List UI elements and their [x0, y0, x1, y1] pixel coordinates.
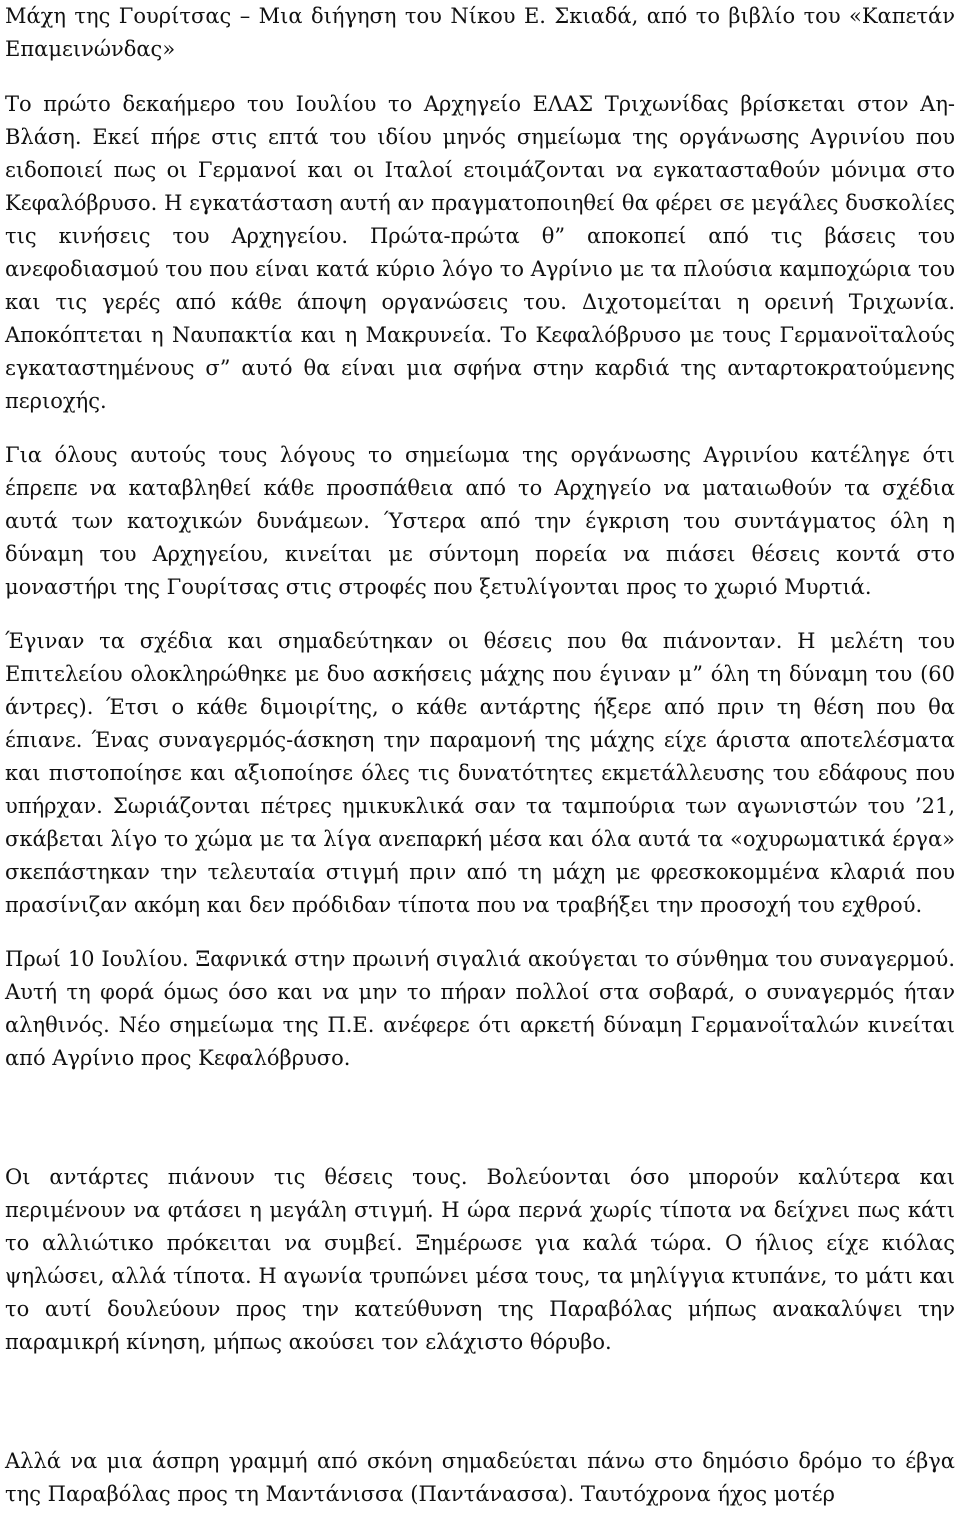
document-page [5, 0, 955, 1532]
document-title: Μάχη της Γουρίτσας – Μια διήγηση του Νίκου Ε. Σκιαδά, από το βιβλίο του «Καπετάν Επαμεινώνδας» [5, 4, 955, 61]
paragraph-5: Οι αντάρτες πιάνουν τις θέσεις τους. Βολεύονται όσο μπορούν καλύτερα και περιμένουν να φτάσει η μεγάλη στιγμή. Η ώρα περνά χωρίς τίποτα να δείχνει πως κάτι το αλλιώτικο πρόκειται να συμβεί. Ξημέρωσε για καλά τώρα. Ο ήλιος είχε κιόλας ψηλώσει, αλλά τίποτα. Η αγωνία τρυπώνει μέσα τους, τα μηλίγγια κτυπάνε, το μάτι και το αυτί δουλεύουν προς την κατεύθυνση της Παραβόλας μήπως ανακαλύψει την παραμικρή κίνηση, μήπως ακούσει τον ελάχιστο θόρυβο. [5, 1165, 955, 1354]
paragraph-2: Για όλους αυτούς τους λόγους το σημείωμα της οργάνωσης Αγρινίου κατέληγε ότι έπρεπε να καταβληθεί κάθε προσπάθεια από το Αρχηγείο να ματαιωθούν τα σχέδια αυτά των κατοχικών δυνάμεων. Ύστερα από την έγκριση του συντάγματος όλη η δύναμη του Αρχηγείου, κινείται με σύντομη πορεία να πιάσει θέσεις κοντά στο μοναστήρι της Γουρίτσας στις στροφές που ξετυλίγονται προς το χωριό Μυρτιά. [5, 443, 955, 599]
paragraph-4: Πρωί 10 Ιουλίου. Ξαφνικά στην πρωινή σιγαλιά ακούγεται το σύνθημα του συναγερμού. Αυτή τη φορά όμως όσο και να μην το πήραν πολλοί στα σοβαρά, ο συναγερμός ήταν αληθινός. Νέο σημείωμα της Π.Ε. ανέφερε ότι αρκετή δύναμη Γερμανοΐταλών κινείται από Αγρίνιο προς Κεφαλόβρυσο. [5, 947, 955, 1070]
paragraph-3: Έγιναν τα σχέδια και σημαδεύτηκαν οι θέσεις που θα πιάνονταν. Η μελέτη του Επιτελείου ολοκληρώθηκε με δυο ασκήσεις μάχης που έγιναν μ” όλη τη δύναμη του (60 άντρες). Έτσι ο κάθε διμοιρίτης, ο κάθε αντάρτης ήξερε από πριν τη θέση που θα έπιανε. Ένας συναγερμός-άσκηση την παραμονή της μάχης είχε άριστα αποτελέσματα και πιστοποίησε και αξιοποίησε όλες τις δυνατότητες εκμετάλλευσης του εδάφους που υπήρχαν. Σωριάζονται πέτρες ημικυκλικά σαν τα ταμπούρια των αγωνιστών του ’21, σκάβεται λίγο το χώμα με τα λίγα ανεπαρκή μέσα και όλα αυτά τα «οχυρωματικά έργα» σκεπάστηκαν την τελευταία στιγμή πριν από τη μάχη με φρεσκοκομμένα κλαριά που πρασίνιζαν ακόμη και δεν πρόδιδαν τίποτα που να τραβήξει την προσοχή του εχθρού. [5, 629, 955, 917]
paragraph-1: Το πρώτο δεκαήμερο του Ιουλίου το Αρχηγείο ΕΛΑΣ Τριχωνίδας βρίσκεται στον Αη-Βλάση. Εκεί πήρε στις επτά του ιδίου μηνός σημείωμα της οργάνωσης Αγρινίου που ειδοποιεί πως οι Γερμανοί και οι Ιταλοί ετοιμάζονται να εγκατασταθούν μόνιμα στο Κεφαλόβρυσο. Η εγκατάσταση αυτή αν πραγματοποιηθεί θα φέρει σε μεγάλες δυσκολίες τις κινήσεις του Αρχηγείου. Πρώτα-πρώτα θ” αποκοπεί από τις βάσεις του ανεφοδιασμού του που είναι κατά κύριο λόγο το Αγρίνιο με τα πλούσια καμποχώρια του και τις γερές από κάθε άποψη οργανώσεις του. Διχοτομείται η ορεινή Τριχωνία. Αποκόπτεται η Ναυπακτία και η Μακρυνεία. Το Κεφαλόβρυσο με τους Γερμανοϊταλούς εγκαταστημένους σ” αυτό θα είναι μια σφήνα στην καρδιά της ανταρτοκρατούμενης περιοχής. [5, 92, 955, 413]
paragraph-6: Αλλά να μια άσπρη γραμμή από σκόνη σημαδεύεται πάνω στο δημόσιο δρόμο το έβγα της Παραβόλας προς τη Μαντάνισσα (Παντάνασσα). Ταυτόχρονα ήχος μοτέρ [5, 1449, 955, 1506]
